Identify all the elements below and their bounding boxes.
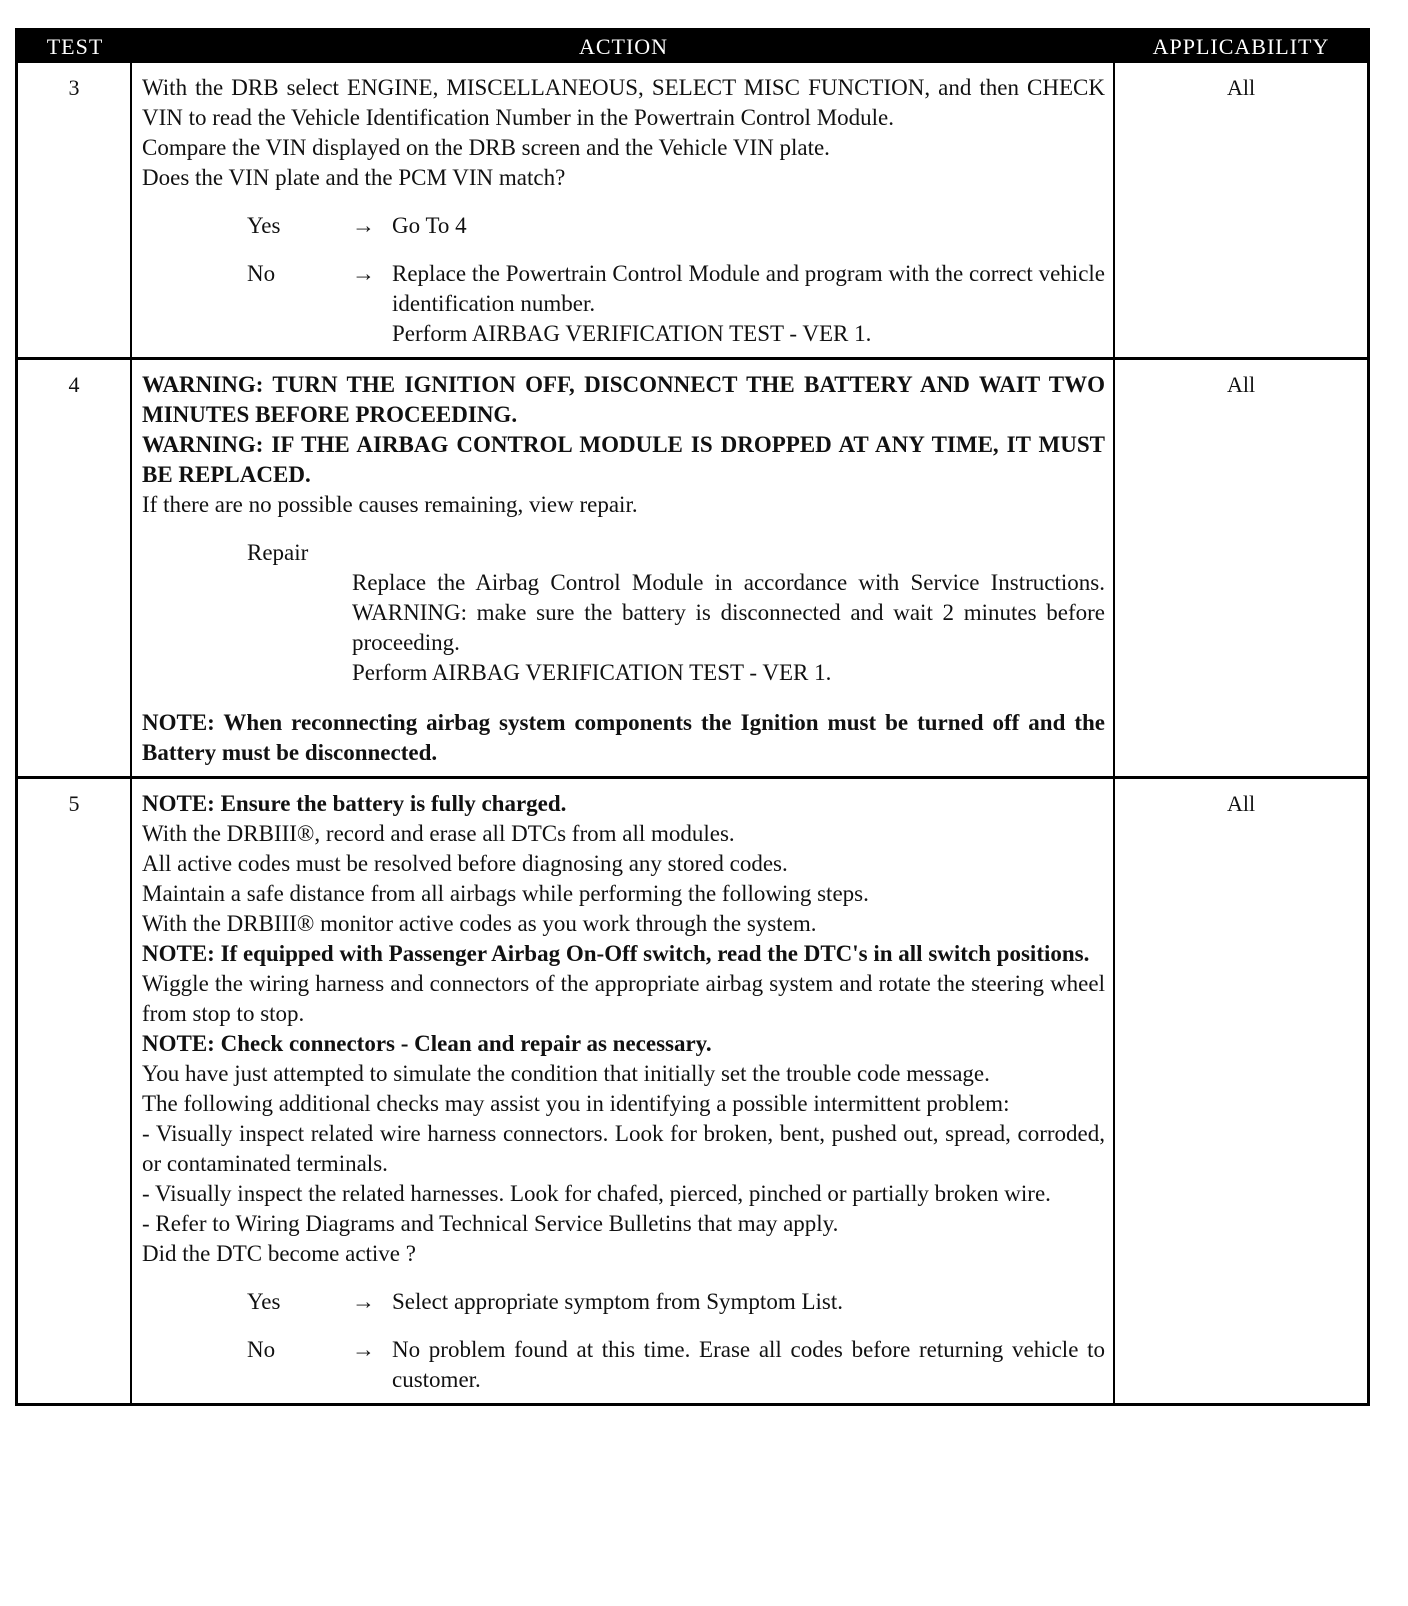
action-cell [132, 63, 1115, 357]
applicability-value: All [1226, 372, 1256, 397]
action-line: The following additional checks may assist you in identifying a possible intermittent problem: [142, 1091, 1010, 1116]
no-text-line: Perform AIRBAG VERIFICATION TEST - VER 1. [392, 321, 872, 346]
note-text: NOTE: Check connectors - Clean and repair as necessary. [142, 1031, 712, 1056]
no-text: No problem found at this time. Erase all codes before returning vehicle to customer. [392, 1337, 1105, 1392]
no-text [392, 259, 1105, 349]
note-text: NOTE: If equipped with Passenger Airbag On-Off switch, read the DTC's in all switch positions. [142, 941, 1090, 966]
action-line: All active codes must be resolved before diagnosing any stored codes. [142, 851, 788, 876]
no-label: No [247, 261, 276, 286]
yes-label: Yes [247, 213, 281, 238]
action-line: Compare the VIN displayed on the DRB screen and the Vehicle VIN plate. [142, 135, 830, 160]
repair-text: Replace the Airbag Control Module in accordance with Service Instructions. WARNING: make sure the battery is disconnected and wait 2 minutes before proceeding. [352, 570, 1105, 655]
no-label: No [247, 1337, 276, 1362]
table-row-test-4 [18, 357, 1367, 776]
action-cell [132, 360, 1115, 776]
test-number: 5 [18, 779, 132, 1403]
arrow-right-icon: → [352, 1289, 375, 1314]
repair-text: Perform AIRBAG VERIFICATION TEST - VER 1. [352, 660, 832, 685]
action-line: Maintain a safe distance from all airbags while performing the following steps. [142, 881, 869, 906]
yes-text: Go To 4 [392, 213, 467, 238]
applicability-value: All [1226, 75, 1256, 100]
action-line: You have just attempted to simulate the condition that initially set the trouble code message. [142, 1061, 990, 1086]
action-line: - Visually inspect the related harnesses. Look for chafed, pierced, pinched or partially broken wire. [142, 1181, 1051, 1206]
arrow-right-icon: → [352, 1337, 375, 1362]
action-cell [132, 779, 1115, 1403]
test-number: 4 [18, 360, 132, 776]
action-line: Did the DTC become active ? [142, 1241, 416, 1266]
test-number: 3 [18, 63, 132, 357]
header-test: TEST [46, 34, 104, 59]
action-line: With the DRBIII®, record and erase all DTCs from all modules. [142, 821, 735, 846]
yes-label: Yes [247, 1289, 281, 1314]
no-branch [142, 1335, 1105, 1395]
action-line: - Visually inspect related wire harness connectors. Look for broken, bent, pushed out, spread, corroded, or contaminated terminals. [142, 1121, 1105, 1176]
action-line: Wiggle the wiring harness and connectors of the appropriate airbag system and rotate the steering wheel from stop to stop. [142, 971, 1105, 1026]
arrow-right-icon: → [352, 213, 375, 238]
arrow-right-icon: → [352, 261, 375, 286]
action-line: - Refer to Wiring Diagrams and Technical Service Bulletins that may apply. [142, 1211, 839, 1236]
diagnostic-table [15, 28, 1370, 1406]
applicability-value: All [1226, 791, 1256, 816]
yes-text: Select appropriate symptom from Symptom List. [392, 1289, 843, 1314]
header-applicability: APPLICABILITY [1152, 34, 1330, 59]
table-row-test-3 [18, 63, 1367, 357]
no-branch [142, 259, 1105, 349]
note-text: NOTE: When reconnecting airbag system components the Ignition must be turned off and the Battery must be disconnected. [142, 710, 1105, 765]
no-text-line: Replace the Powertrain Control Module and program with the correct vehicle identification number. [392, 261, 1105, 316]
header-action: ACTION [578, 34, 669, 59]
action-line: With the DRBIII® monitor active codes as you work through the system. [142, 911, 817, 936]
action-line: With the DRB select ENGINE, MISCELLANEOUS, SELECT MISC FUNCTION, and then CHECK VIN to read the Vehicle Identification Number in the Powertrain Control Module. [142, 75, 1105, 130]
warning-text: WARNING: TURN THE IGNITION OFF, DISCONNECT THE BATTERY AND WAIT TWO MINUTES BEFORE PROCEEDING. [142, 372, 1105, 427]
yes-branch [142, 211, 1105, 241]
action-line: Does the VIN plate and the PCM VIN match? [142, 165, 566, 190]
note-text: NOTE: Ensure the battery is fully charged. [142, 791, 567, 816]
yes-branch [142, 1287, 1105, 1317]
action-line: If there are no possible causes remaining, view repair. [142, 492, 638, 517]
warning-text: WARNING: IF THE AIRBAG CONTROL MODULE IS DROPPED AT ANY TIME, IT MUST BE REPLACED. [142, 432, 1105, 487]
table-header [18, 31, 1367, 63]
table-row-test-5 [18, 776, 1367, 1403]
repair-label: Repair [247, 540, 309, 565]
